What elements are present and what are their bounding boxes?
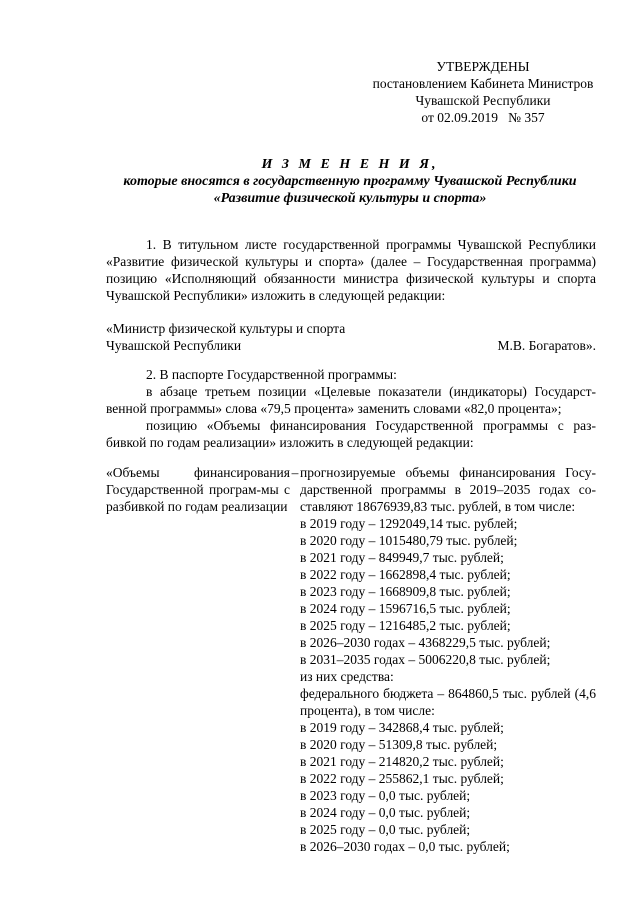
federal-budget: федерального бюджета – 864860,5 тыс. рублей (4,6 процента), в том числе: (300, 686, 596, 718)
year-total-row: в 2025 году – 1216485,2 тыс. рублей; (300, 618, 511, 633)
year-total-row: в 2024 году – 1596716,5 тыс. рублей; (300, 601, 511, 616)
year-federal-row: в 2021 году – 214820,2 тыс. рублей; (300, 754, 504, 769)
year-total-row: в 2020 году – 1015480,79 тыс. рублей; (300, 533, 518, 548)
approval-line-1: УТВЕРЖДЕНЫ (436, 59, 530, 74)
approval-stamp (360, 58, 606, 126)
year-total-row: в 2021 году – 849949,7 тыс. рублей; (300, 550, 504, 565)
of-which-label: из них средства: (300, 669, 394, 684)
approval-line-3: Чувашской Республики (415, 93, 551, 108)
item-1 (106, 236, 596, 304)
year-federal-row: в 2026–2030 годах – 0,0 тыс. рублей; (300, 839, 510, 854)
signature-org: Чувашской Республики (106, 338, 242, 353)
year-total-row: в 2031–2035 годах – 5006220,8 тыс. рублей; (300, 652, 551, 667)
signature-name: М.В. Богаратов». (497, 338, 596, 353)
year-federal-row: в 2022 году – 255862,1 тыс. рублей; (300, 771, 504, 786)
item-2 (106, 366, 596, 451)
financing-intro: прогнозируемые объемы финансирования Госу-дарственной программы в 2019–2035 годах со-ставляют 18676939,83 тыс. рублей, в том числе: (300, 465, 596, 514)
title-heading: И З М Е Н Е Н И Я, (261, 157, 439, 172)
year-total-row: в 2022 году – 1662898,4 тыс. рублей; (300, 567, 511, 582)
item-2-para-a: в абзаце третьем позиции «Целевые показатели (индикаторы) Государст-венной программы» слова «79,5 процента» заменить словами «82,0 процента»; (106, 384, 596, 416)
item-2-para-b: позицию «Объемы финансирования Государственной программы с раз-бивкой по годам реализации» изложить в следующей редакции: (106, 418, 596, 450)
signature-line-1: «Министр физической культуры и спорта (106, 321, 346, 336)
item-1-text: 1. В титульном листе государственной программы Чувашской Республики «Развитие физической культуры и спорта» (далее – Государственная программа) позицию «Исполняющий обязанности министра физической культуры и спорта Чувашской Республики» изложить в следующей редакции: (106, 237, 596, 303)
year-federal-row: в 2025 году – 0,0 тыс. рублей; (300, 822, 471, 837)
financing-label: «Объемы финансирования Государственной програм-мы с разбивкой по годам реализации (106, 465, 290, 514)
financing-details (300, 464, 596, 855)
title-line-3: «Развитие физической культуры и спорта» (213, 191, 487, 206)
year-total-row: в 2026–2030 годах – 4368229,5 тыс. рублей; (300, 635, 551, 650)
document-title (90, 156, 610, 207)
approval-line-4: от 02.09.2019 № 357 (421, 110, 545, 125)
year-total-row: в 2019 году – 1292049,14 тыс. рублей; (300, 516, 518, 531)
year-total-row: в 2023 году – 1668909,8 тыс. рублей; (300, 584, 511, 599)
item-2-heading: 2. В паспорте Государственной программы: (146, 367, 397, 382)
year-federal-row: в 2023 году – 0,0 тыс. рублей; (300, 788, 471, 803)
year-federal-row: в 2019 году – 342868,4 тыс. рублей; (300, 720, 504, 735)
year-federal-row: в 2020 году – 51309,8 тыс. рублей; (300, 737, 498, 752)
signature-block (106, 320, 596, 354)
financing-dash: – (291, 465, 299, 480)
year-federal-row: в 2024 году – 0,0 тыс. рублей; (300, 805, 471, 820)
approval-line-2: постановлением Кабинета Министров (372, 76, 594, 91)
title-line-2: которые вносятся в государственную программу Чувашской Республики (123, 174, 577, 189)
